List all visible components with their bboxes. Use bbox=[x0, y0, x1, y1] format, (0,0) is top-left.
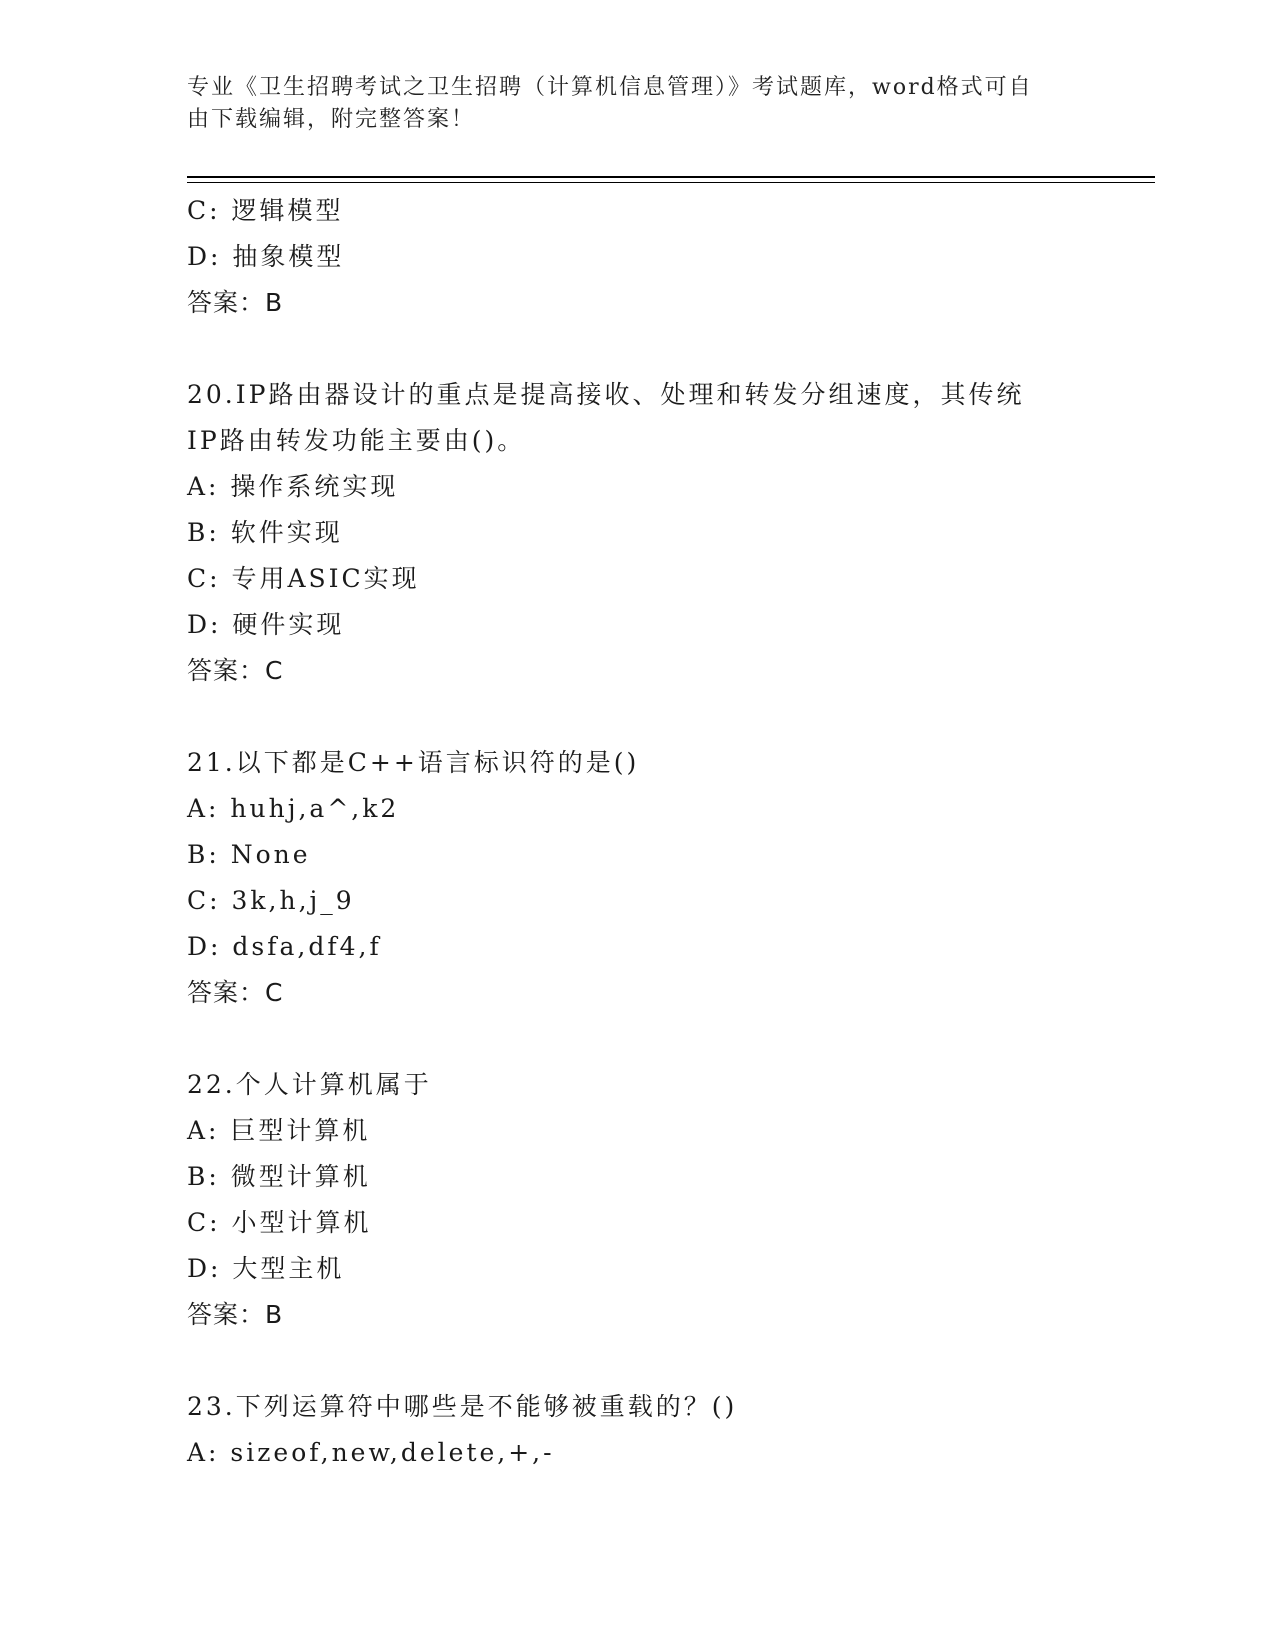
question-list bbox=[187, 188, 1155, 1476]
option-d: D: 硬件实现 bbox=[187, 610, 345, 639]
option-d: D: 抽象模型 bbox=[187, 242, 345, 271]
option-b: B: 微型计算机 bbox=[187, 1162, 371, 1191]
question-stem: 22.个人计算机属于 bbox=[187, 1070, 432, 1099]
question-20 bbox=[187, 372, 1155, 694]
answer-line: 答案：B bbox=[187, 288, 284, 317]
option-c: C: 逻辑模型 bbox=[187, 196, 344, 225]
question-stem: 23.下列运算符中哪些是不能够被重载的？() bbox=[187, 1392, 738, 1421]
option-a: A: huhj,a^,k2 bbox=[187, 794, 400, 823]
header-rule-thick bbox=[187, 176, 1155, 178]
question-23 bbox=[187, 1384, 1155, 1476]
option-b: B: 软件实现 bbox=[187, 518, 343, 547]
header-rule-thin bbox=[187, 182, 1155, 183]
answer-line: 答案：C bbox=[187, 978, 284, 1007]
option-c: C: 小型计算机 bbox=[187, 1208, 372, 1237]
header-line-1: 专业《卫生招聘考试之卫生招聘（计算机信息管理）》考试题库，word格式可自 bbox=[187, 75, 1033, 100]
option-a: A: 巨型计算机 bbox=[187, 1116, 371, 1145]
option-c: C: 专用ASIC实现 bbox=[187, 564, 420, 593]
question-22 bbox=[187, 1062, 1155, 1338]
question-stem-cont: IP路由转发功能主要由()。 bbox=[187, 426, 526, 455]
option-b: B: None bbox=[187, 840, 311, 869]
answer-line: 答案：B bbox=[187, 1300, 284, 1329]
option-d: D: dsfa,df4,f bbox=[187, 932, 382, 961]
option-d: D: 大型主机 bbox=[187, 1254, 345, 1283]
option-a: A: sizeof,new,delete,+,- bbox=[187, 1438, 555, 1467]
answer-line: 答案：C bbox=[187, 656, 284, 685]
document-header bbox=[187, 72, 1067, 136]
question-stem: 21.以下都是C++语言标识符的是() bbox=[187, 748, 640, 777]
question-stem: 20.IP路由器设计的重点是提高接收、处理和转发分组速度，其传统 bbox=[187, 380, 1025, 409]
option-c: C: 3k,h,j_9 bbox=[187, 886, 355, 915]
option-a: A: 操作系统实现 bbox=[187, 472, 399, 501]
header-line-2: 由下载编辑，附完整答案！ bbox=[187, 107, 476, 132]
question-21 bbox=[187, 740, 1155, 1016]
question-19-tail bbox=[187, 188, 1155, 326]
